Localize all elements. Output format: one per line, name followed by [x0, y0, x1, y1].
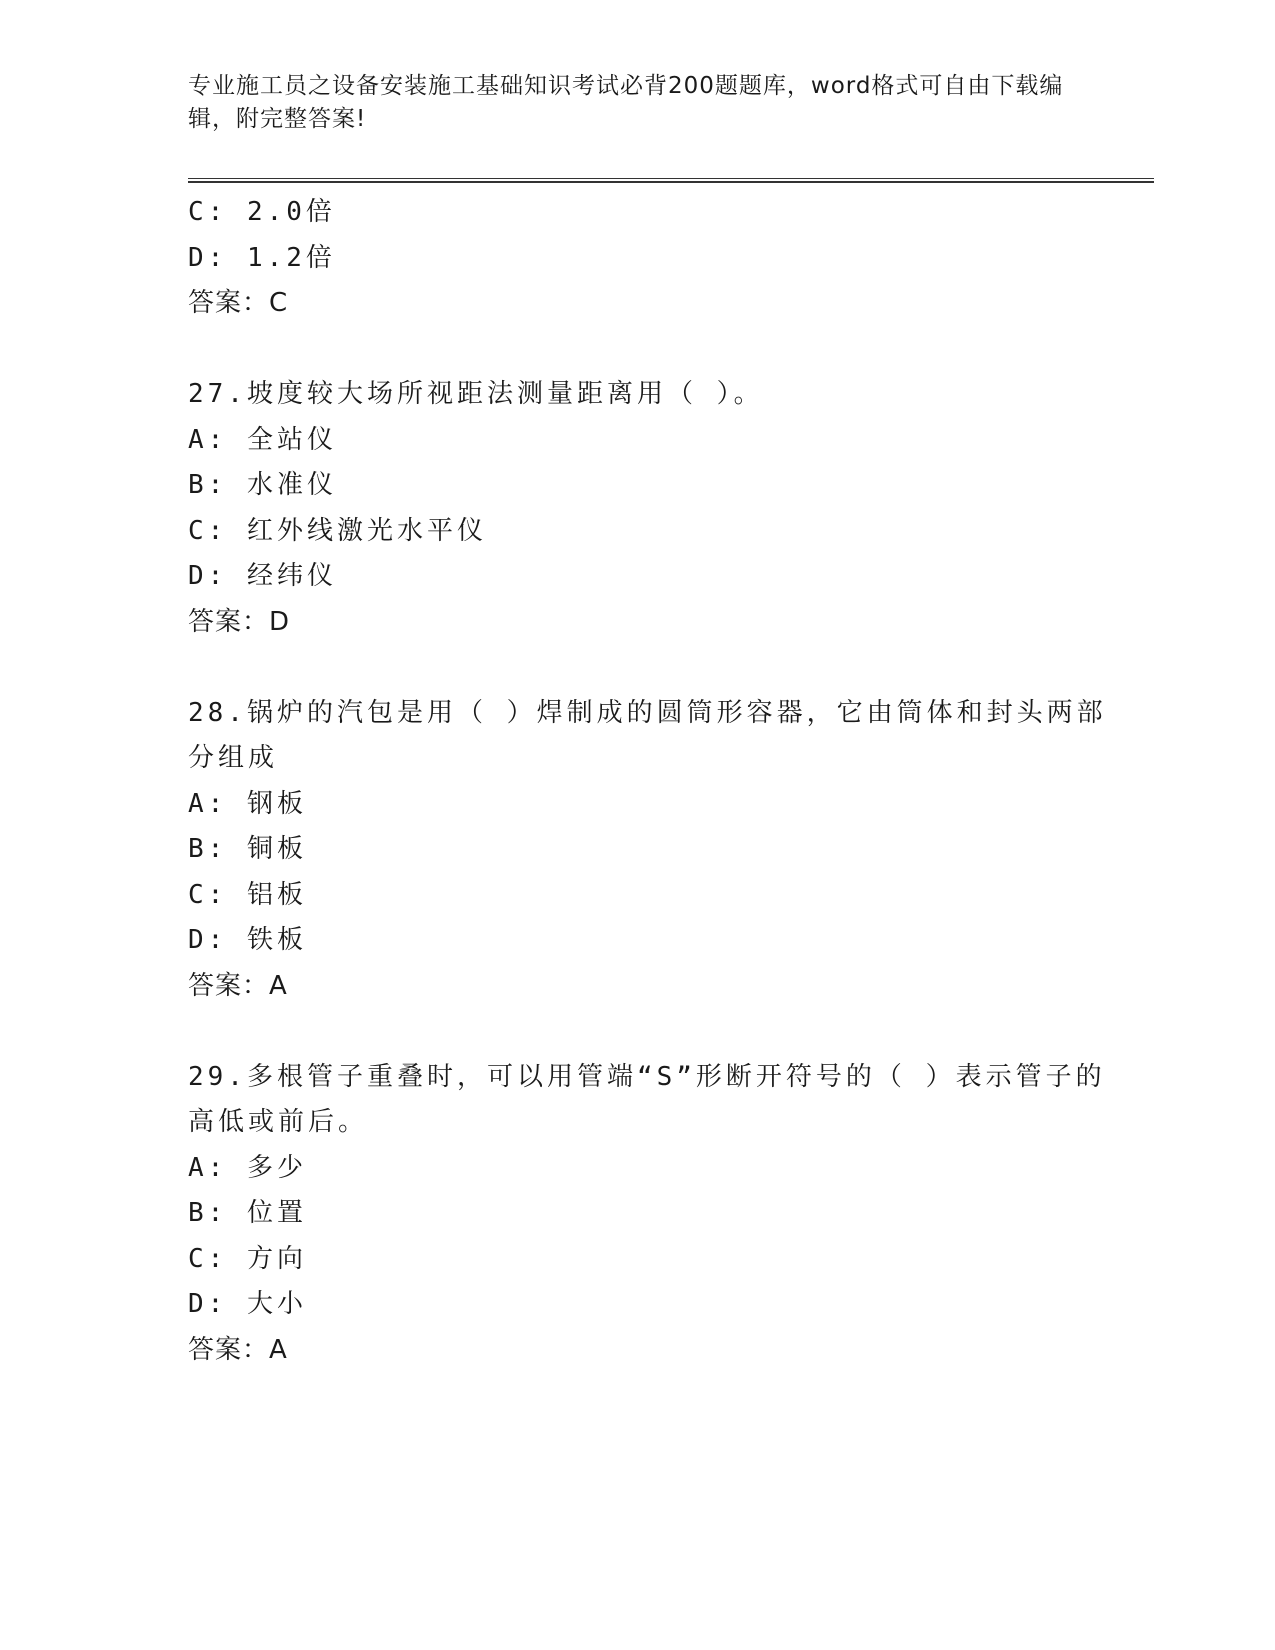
- answer: 答案：C: [188, 288, 289, 318]
- option: C: 红外线激光水平仪: [188, 515, 487, 546]
- document-title: 专业施工员之设备安装施工基础知识考试必背200题题库，word格式可自由下载编辑，附完整答案!: [188, 73, 1064, 132]
- header-divider-thick: [188, 181, 1154, 183]
- question-text: 28.锅炉的汽包是用（ ）焊制成的圆筒形容器，它由筒体和封头两部分组成: [188, 697, 1107, 773]
- option: B: 铜板: [188, 834, 307, 864]
- option: D: 铁板: [188, 925, 307, 955]
- option: C: 2.0倍: [188, 197, 336, 227]
- question-text: 27.坡度较大场所视距法测量距离用（ ）。: [188, 379, 764, 409]
- option: A: 全站仪: [188, 424, 337, 455]
- question-block: [188, 190, 1108, 327]
- question-list: [188, 190, 1108, 1373]
- document-header: [188, 70, 1088, 136]
- question-block: [188, 1055, 1108, 1374]
- option: A: 多少: [188, 1152, 307, 1183]
- question-block: [188, 372, 1108, 645]
- answer: 答案：A: [188, 970, 288, 1001]
- option: C: 方向: [188, 1243, 307, 1274]
- option: B: 位置: [188, 1198, 307, 1228]
- option: D: 大小: [188, 1289, 307, 1319]
- answer: 答案：A: [188, 1334, 288, 1365]
- question-text: 29.多根管子重叠时，可以用管端“S”形断开符号的（ ）表示管子的高低或前后。: [188, 1061, 1106, 1137]
- option: C: 铝板: [188, 879, 307, 910]
- option: A: 钢板: [188, 788, 307, 819]
- option: D: 1.2倍: [188, 242, 336, 273]
- option: D: 经纬仪: [188, 561, 337, 591]
- answer: 答案：D: [188, 606, 291, 637]
- question-block: [188, 691, 1108, 1010]
- option: B: 水准仪: [188, 470, 337, 500]
- header-divider-thin: [188, 178, 1154, 179]
